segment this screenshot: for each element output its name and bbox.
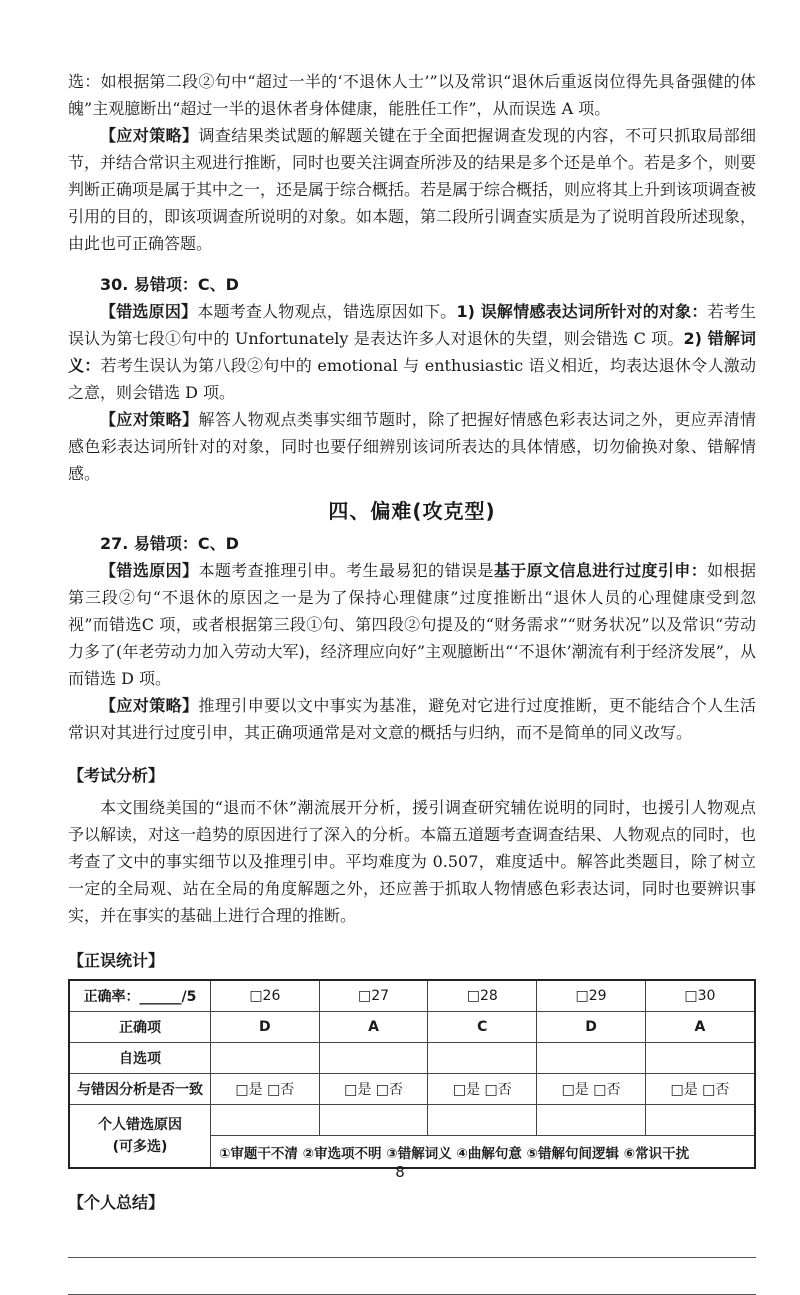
q30-reason-label: 【错选原因】 [100,302,198,321]
q30-reason-d: 若考生误认为第八段②句中的 emotional 与 enthusiastic 语义相近，均表达退休令人激动之意，则会错选 D 项。 [68,356,756,402]
analysis-title: 【考试分析】 [68,766,165,785]
reason-input-26[interactable] [211,1105,320,1136]
page-content [68,0,756,1295]
match-28[interactable]: □是 □否 [428,1074,537,1105]
q30-strategy-text: 解答人物观点类事实细节题时，除了把握好情感色彩表达词之外，更应弄清情感色彩表达词所针对的对象，同时也要仔细辨别该词所表达的具体情感，切勿偷换对象、错解情感。 [68,410,756,483]
reason-input-30[interactable] [645,1105,755,1136]
self-choice-27[interactable] [319,1043,428,1074]
correct-27: A [319,1012,428,1043]
self-choice-label: 自选项 [69,1043,211,1074]
summary-line-2[interactable] [68,1258,756,1295]
question-checkbox-29[interactable]: □29 [537,980,646,1012]
q27-reason-c: 如根据第三段②句“不退休的原因之一是为了保持心理健康”过度推断出“退休人员的心理健康受到忽视”而错选C 项，或者根据第三段①句、第四段②句提及的“财务需求”“财务状况”以及常识“劳动力多了(年老劳动力加入劳动大军)，经济理应向好”主观臆断出“‘不退休’潮流有利于经济发展”，从而错选 D 项。 [68,561,756,688]
stats-title: 【正误统计】 [68,951,165,970]
question-checkbox-27[interactable]: □27 [319,980,428,1012]
match-27[interactable]: □是 □否 [319,1074,428,1105]
correct-30: A [645,1012,755,1043]
reason-input-29[interactable] [537,1105,646,1136]
analysis-text: 本文围绕美国的“退而不休”潮流展开分析，援引调查研究辅佐说明的同时，也援引人物观点予以解读，对这一趋势的原因进行了深入的分析。本篇五道题考查调查结果、人物观点的同时，也考查了文中的事实细节以及推理引申。平均难度为 0.507，难度适中。解答此类题目，除了树立一定的全局观、站在全局的角度解题之外，还应善于抓取人物情感色彩表达词，同时也要辨识事实，并在事实的基础上进行合理的推断。 [68,798,757,925]
correct-26: D [211,1012,320,1043]
summary-title: 【个人总结】 [68,1193,165,1212]
table-row [69,980,755,1012]
table-row [69,1012,755,1043]
page-number: 8 [395,1163,405,1181]
table-row [69,1043,755,1074]
q27-strategy-label: 【应对策略】 [100,696,199,715]
q27-reason-label: 【错选原因】 [100,561,199,580]
match-label: 与错因分析是否一致 [69,1074,211,1105]
reason-options[interactable]: ①审题干不清 ②审选项不明 ③错解词义 ④曲解句意 ⑤错解句间逻辑 ⑥常识干扰 [211,1136,756,1168]
q27-strategy-text: 推理引申要以文中事实为基准，避免对它进行过度推断，更不能结合个人生活常识对其进行过度引申，其正确项通常是对文意的概括与归纳，而不是简单的同义改写。 [68,696,756,742]
stats-table [68,979,756,1169]
question-checkbox-26[interactable]: □26 [211,980,320,1012]
summary-line-1[interactable] [68,1221,756,1258]
q30-reason-b1: 1) 误解情感表达词所针对的对象： [456,302,708,321]
reason-label-line1: 个人错选原因 [98,1117,182,1133]
accuracy-cell[interactable]: 正确率：______/5 [69,980,211,1012]
q27-reason-b: 基于原文信息进行过度引申： [493,561,708,580]
self-choice-30[interactable] [645,1043,755,1074]
q27-reason [68,557,756,692]
table-row [69,1105,755,1136]
reason-label [69,1105,211,1169]
question-checkbox-28[interactable]: □28 [428,980,537,1012]
top-paragraph [68,68,756,122]
match-30[interactable]: □是 □否 [645,1074,755,1105]
q30-strategy-label: 【应对策略】 [100,410,199,429]
q27-heading: 27. 易错项：C、D [100,534,239,553]
q30-reason-a: 本题考查人物观点，错选原因如下。 [197,302,457,321]
self-choice-29[interactable] [537,1043,646,1074]
correct-28: C [428,1012,537,1043]
match-29[interactable]: □是 □否 [537,1074,646,1105]
strategy-paragraph-1 [68,122,756,257]
q30-reason-b2: 2) 错解词义： [68,329,756,375]
self-choice-28[interactable] [428,1043,537,1074]
top-paragraph-line2: 主观臆断出“超过一半的退休者身体健康，能胜任工作”，从而误选 A 项。 [92,99,611,118]
reason-input-28[interactable] [428,1105,537,1136]
correct-label: 正确项 [69,1012,211,1043]
q30-strategy [68,406,756,487]
q30-reason-c: 若考生误认为第七段①句中的 Unfortunately 是表达许多人对退休的失望，则会错选 C 项。 [68,302,756,348]
top-paragraph-line1: 选：如根据第二段②句中“超过一半的‘不退休人士’”以及常识“退休后重返岗位得先具备强健的体魄” [68,72,756,118]
correct-29: D [537,1012,646,1043]
section-title: 四、偏难(攻克型) [328,499,496,523]
q30-heading: 30. 易错项：C、D [100,275,239,294]
q30-reason [68,298,756,406]
reason-input-27[interactable] [319,1105,428,1136]
match-26[interactable]: □是 □否 [211,1074,320,1105]
table-row [69,1074,755,1105]
strategy-label: 【应对策略】 [100,126,199,145]
question-checkbox-30[interactable]: □30 [645,980,755,1012]
q27-reason-a: 本题考查推理引申。考生最易犯的错误是 [198,561,494,580]
reason-label-line2: (可多选) [112,1139,168,1155]
self-choice-26[interactable] [211,1043,320,1074]
q27-strategy [68,692,756,746]
strategy-text: 调查结果类试题的解题关键在于全面把握调查发现的内容，不可只抓取局部细节，并结合常识主观进行推断，同时也要关注调查所涉及的结果是多个还是单个。若是多个，则要判断正确项是属于其中之一，还是属于综合概括。若是属于综合概括，则应将其上升到该项调查被引用的目的，即该项调查所说明的对象。如本题，第二段所引调查实质是为了说明首段所述现象，由此也可正确答题。 [68,126,757,253]
